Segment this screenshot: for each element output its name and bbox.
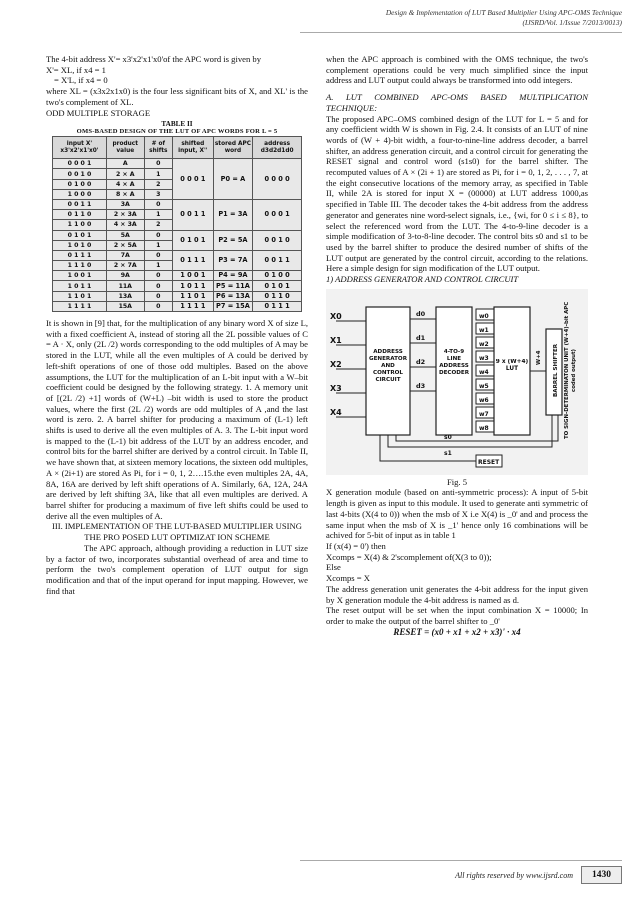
input-label: X1	[330, 335, 342, 345]
control-label: s1	[444, 449, 452, 457]
table-cell: 15A	[106, 301, 144, 311]
table-cell: 2	[144, 220, 172, 230]
equation-line: = X'L, if x4 = 0	[54, 75, 108, 86]
footer-copyright: All rights reserved by www.ijsrd.com	[455, 870, 573, 880]
table-cell: 1	[144, 210, 172, 220]
table-row	[53, 199, 302, 209]
table-cell: 0 0 0 1	[173, 159, 214, 200]
figure-5	[326, 289, 588, 475]
w-labels	[479, 313, 489, 432]
table-cell: 1 0 1 0	[53, 240, 107, 250]
running-header	[292, 8, 622, 28]
paragraph: The proposed APC–OMS combined design of the LUT for L = 5 and for any coefficient width W is shown in Fig. 2.4. It consists of an LUT of nine words of (W + 4)-bit width, a four-to-nine-line address decoder, a barrel shifter, an address generation circuit, and a control circuit for generating the RESET signal and control word (s1s0) for the barrel shifter. The recomputed values of A × (2i + 1) are stored as Pi, for i = 0, 1, 2, . . . , 7, at the eight consecutive locations of the memory array, as specified in Table II, while 2A is stored for input X = (00000) at LUT address 1000,as specified in Table III. The decoder takes the 4-bit address from the address generator and generates nine word-select signals, i.e., {wi, for 0 ≤ i ≤ 8}, to select the referenced word from the LUT. The 4-to-9-line decoder is a simple modification of 3-to-8-line decoder. The control bits s0 and s1 to be used by the barrel shifter to produce the desired number of shifts of the LUT output are generated by the control circuit, according to the relations. Here a simple design for sign modification of the LUT output.	[326, 113, 588, 274]
table	[52, 136, 302, 312]
table-cell: 0 0 0 1	[253, 199, 302, 230]
w-label: w8	[479, 424, 489, 432]
table-row	[53, 230, 302, 240]
paragraph: The 4-bit address X'= x3'x2'x1'x0'of the APC word is given by	[46, 54, 261, 64]
table-header-cell: stored APC word	[213, 137, 253, 159]
w-label: w7	[479, 410, 489, 418]
d-label: d3	[416, 381, 426, 390]
table-cell: 11A	[106, 281, 144, 291]
table-cell: A	[106, 159, 144, 169]
table-cell: 0 1 0 1	[253, 281, 302, 291]
table-cell: 9A	[106, 271, 144, 281]
table-cell: 13A	[106, 291, 144, 301]
table-cell: P6 = 13A	[213, 291, 253, 301]
table-cell: 2 × 5A	[106, 240, 144, 250]
table-cell: 1 1 0 1	[53, 291, 107, 301]
oms-table	[52, 120, 302, 312]
table-cell: 5A	[106, 230, 144, 240]
page-footer	[455, 866, 622, 884]
table-cell: 0 0 1 1	[173, 199, 214, 230]
table-cell: 2 × A	[106, 169, 144, 179]
code-line: Xcomps = X	[326, 573, 370, 584]
code-line: Xcomps = X(4) & 2'scomplement of(X(3 to 0));	[326, 551, 492, 562]
address-generator-label-box	[366, 349, 410, 409]
paragraph: where XL = (x3x2x1x0) is the four less significant bits of X, and XL' is the two's complement of XL.	[46, 86, 308, 107]
decoder-label-box	[436, 349, 472, 409]
w-label: w6	[479, 396, 489, 404]
output-label: TO SIGN-DETERMINATON UNIT (W+4)-bit APC coded output)	[564, 301, 577, 439]
table-cell: P0 = A	[213, 159, 253, 200]
paragraph: X generation module (based on anti-symmetric process): A input of 5-bit length is given as input to this module. It used to generate anti symmetric of last 4-bits (X(4 to 0)) when the msb of X i.e X(4) is _0' and and process the same input when the msb of X is _1' hence only 16 combinations will be achived for 5-bit of input as in table 1	[326, 487, 588, 541]
table-cell: P4 = 9A	[213, 271, 253, 281]
table-cell: 1 0 0 1	[53, 271, 107, 281]
paragraph: The APC approach, although providing a reduction in LUT size by a factor of two, incorporates substantial overhead of area and time to perform the two's complement operation of LUT output for sign modification and that of the input operand for input mapping. However, we find that	[46, 542, 308, 596]
table-cell: 8 × A	[106, 189, 144, 199]
table-cell: 0	[144, 281, 172, 291]
reset-formula: RESET = (x0 + x1 + x2 + x3)' · x4	[393, 626, 521, 637]
table-cell: 3A	[106, 199, 144, 209]
table-cell: 0 1 0 1	[173, 230, 214, 250]
table-row	[53, 301, 302, 311]
w-label: w1	[479, 326, 489, 334]
table-cell: 2 × 7A	[106, 261, 144, 271]
table-cell: 0 1 1 0	[253, 291, 302, 301]
table-cell: 0 0 0 1	[53, 159, 107, 169]
table-cell: P1 = 3A	[213, 199, 253, 230]
table-cell: 0 1 0 1	[53, 230, 107, 240]
w-label: w0	[479, 312, 489, 320]
table-cell: 2	[144, 179, 172, 189]
w-label: w3	[479, 354, 489, 362]
code-line: If (x(4) = 0') then	[326, 540, 386, 551]
table-cell: 1	[144, 240, 172, 250]
control-label: s0	[444, 433, 452, 441]
lut-label: 9 x (W+4) LUT	[495, 358, 529, 372]
table-cell: 0 1 0 0	[53, 179, 107, 189]
paragraph: It is shown in [9] that, for the multiplication of any binary word X of size L, with a fixed coefficient A, instead of storing all the 2L possible values of C = A · X, only (2L /2) words corresponding to the odd multiples of A may be stored in the LUT, while all the even multiples of A could be derived by left-shift operations of one of those odd multiples. Based on the above assumptions, the LUT for the multiplication of an L-bit input with a W–bit coefficient could be designed by the following strategy. 1. A memory unit of [(2L /2) +1] words of (W+L) –bit width is used to store the product values, where the first (2L /2) words are odd multiples of A ,and the last word is zero. 2. A barrel shifter for producing a maximum of (L-1) left shifts is used to derive all the even multiples of A. 3. The L-bit input word is mapped to the (L-1) bit address of the LUT by an address encoder, and control bits for the barrel shifter are derived by a control circuit. In Table II, we have shown that, at sixteen memory locations, the sixteen odd multiples, A × (2i+1) are stored As Pi, for i = 0, 1, 2….15.the even multiples 2A, 4A, 8A, 16A are derived by left shift operations of A. Similarly, 6A, 12A, 24A are derived by left shifting 3A, like that all even multiples are derived. A barrel shifter for producing a maximum of five left shifts could be used to derive all the even multiples of A.	[46, 318, 308, 521]
table-cell: 7A	[106, 250, 144, 260]
table-header-cell: shifted input, X''	[173, 137, 214, 159]
address-generator-label: ADDRESS GENERATOR AND CONTROL CIRCUIT	[369, 348, 407, 383]
table-cell: 0 1 1 0	[53, 210, 107, 220]
input-label: X4	[330, 407, 342, 417]
table-cell: 1	[144, 169, 172, 179]
table-header-cell: address d3d2d1d0	[253, 137, 302, 159]
decoder-label: 4-TO-9 LINE ADDRESS DECODER	[438, 348, 470, 376]
table-title: TABLE II	[161, 120, 193, 129]
table-cell: P7 = 15A	[213, 301, 253, 311]
reset-label: RESET	[478, 458, 500, 466]
table-header-cell: # of shifts	[144, 137, 172, 159]
d-label: d0	[416, 309, 426, 318]
paragraph: when the APC approach is combined with the OMS technique, the two's complement operations could be very much simplified since the input address and LUT output could always be transformed into odd integers.	[326, 54, 588, 86]
page-number: 1430	[581, 866, 622, 884]
table-caption: OMS-BASED DESIGN OF THE LUT OF APC WORDS FOR L = 5	[76, 128, 278, 136]
table-cell: 2 × 3A	[106, 210, 144, 220]
input-label: X3	[330, 383, 342, 393]
footer-rule	[300, 860, 622, 861]
barrel-shifter-label: BARREL SHIFTER	[553, 343, 559, 397]
table-cell: 1 1 1 1	[173, 301, 214, 311]
table-row	[53, 159, 302, 169]
table-cell: 3	[144, 189, 172, 199]
table-cell: 0 0 1 1	[253, 250, 302, 270]
d-label: d2	[416, 357, 426, 366]
code-line: Else	[326, 562, 341, 573]
table-cell: 1 0 1 1	[53, 281, 107, 291]
table-cell: 0	[144, 291, 172, 301]
table-cell: 4 × 3A	[106, 220, 144, 230]
table-header-cell: product value	[106, 137, 144, 159]
table-cell: 1	[144, 261, 172, 271]
right-column	[326, 54, 588, 637]
table-cell: 0	[144, 271, 172, 281]
table-cell: 0	[144, 159, 172, 169]
table-cell: 0 1 1 1	[253, 301, 302, 311]
table-cell: 0	[144, 301, 172, 311]
table-header-cell: input X' x3'x2'x1'x0'	[53, 137, 107, 159]
left-column	[46, 54, 308, 596]
header-title: Design & Implementation of LUT Based Multiplier Using APC-OMS Technique	[385, 8, 622, 17]
table-cell: 4 × A	[106, 179, 144, 189]
paragraph: The address generation unit generates the 4-bit address for the input given by X generation module the 4-bit address is named as d.	[326, 583, 588, 605]
table-row	[53, 291, 302, 301]
table-cell: P5 = 11A	[213, 281, 253, 291]
header-rule	[300, 32, 622, 33]
header-issue: (IJSRD/Vol. 1/Issue 7/2013/0013)	[522, 18, 622, 27]
lut-label-box	[494, 359, 530, 383]
table-cell: 1 0 0 0	[53, 189, 107, 199]
table-cell: 1 1 0 1	[173, 291, 214, 301]
table-cell: 0 0 1 0	[253, 230, 302, 250]
table-cell: P2 = 5A	[213, 230, 253, 250]
output-label-box	[564, 295, 586, 445]
subsection-heading: 1) ADDRESS GENERATOR AND CONTROL CIRCUIT	[326, 274, 519, 285]
table-row	[53, 271, 302, 281]
paragraph: The reset output will be set when the input combination X = 10000; In order to make the output of the barrel shifter to _0'	[326, 605, 588, 626]
table-row	[53, 250, 302, 260]
d-label: d1	[416, 333, 426, 342]
table-cell: P3 = 7A	[213, 250, 253, 270]
table-cell: 0 0 1 0	[53, 169, 107, 179]
input-label: X2	[330, 359, 342, 369]
subheading: ODD MULTIPLE STORAGE	[46, 107, 151, 118]
table-cell: 0 0 0 0	[253, 159, 302, 200]
table-cell: 1 1 1 0	[53, 261, 107, 271]
table-cell: 0	[144, 230, 172, 240]
equation-line: X'= XL, if x4 = 1	[46, 64, 106, 75]
input-label: X0	[330, 311, 342, 321]
table-cell: 0 1 1 1	[53, 250, 107, 260]
section-heading: A. LUT COMBINED APC-OMS BASED MULTIPLICATION TECHNIQUE:	[326, 92, 588, 113]
block-diagram	[326, 289, 588, 475]
table-cell: 0	[144, 250, 172, 260]
table-row	[53, 281, 302, 291]
w-label: w2	[479, 340, 489, 348]
section-heading: III. IMPLEMENTATION OF THE LUT-BASED MULTIPLIER USING THE PRO POSED LUT OPTIMIZAT ION SCHEME	[52, 521, 302, 543]
bus-width-label: W+4	[536, 350, 542, 365]
table-cell: 1 1 0 0	[53, 220, 107, 230]
w-label: w4	[479, 368, 489, 376]
table-cell: 1 0 0 1	[173, 271, 214, 281]
figure-caption: Fig. 5	[446, 476, 468, 487]
table-cell: 1 1 1 1	[53, 301, 107, 311]
table-cell: 0 1 1 1	[173, 250, 214, 270]
table-cell: 0 0 1 1	[53, 199, 107, 209]
table-cell: 0 1 0 0	[253, 271, 302, 281]
table-cell: 0	[144, 199, 172, 209]
table-header-row	[53, 137, 302, 159]
table-cell: 1 0 1 1	[173, 281, 214, 291]
w-label: w5	[479, 382, 489, 390]
